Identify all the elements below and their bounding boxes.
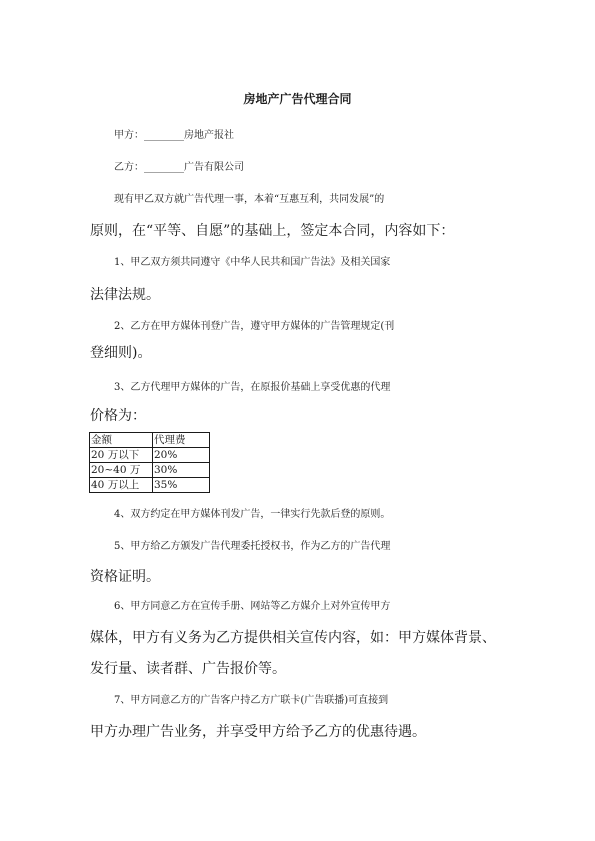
table-cell-amount: 20~40 万 [90,463,153,478]
table-row [90,463,210,478]
clause-1-line-2: 法律法规。 [90,287,160,303]
table-row [90,448,210,463]
party-b-label: 乙方： [114,162,144,173]
party-a-line [114,126,544,146]
clause-3-line-2: 价格为： [90,408,146,424]
rate-table-header-row [90,433,210,448]
clause-7-line-1: 7、甲方同意乙方的广告客户持乙方广联卡(广告联播)可直接到 [114,695,389,706]
clause-7-line-2: 甲方办理广告业务，并享受甲方给予乙方的优惠待遇。 [90,724,426,740]
party-b-line [114,158,544,178]
clause-3-line-1: 3、乙方代理甲方媒体的广告，在原报价基础上享受优惠的代理 [114,382,391,393]
clause-6-line-2: 媒体，甲方有义务为乙方提供相关宣传内容，如：甲方媒体背景、 [90,630,496,646]
party-b-name: 广告有限公司 [184,162,244,173]
clause-6-line-1: 6、甲方同意乙方在宣传手册、网站等乙方媒介上对外宣传甲方 [114,601,391,612]
table-cell-fee: 35% [153,478,210,493]
party-a-blank: ________ [144,130,184,141]
intro-line-2: 原则，在“平等、自愿”的基础上，签定本合同，内容如下： [90,223,455,239]
party-a-name: 房地产报社 [184,130,234,141]
table-header-amount: 金额 [90,433,153,448]
clause-6-line-3: 发行量、读者群、广告报价等。 [90,661,286,677]
document-title: 房地产广告代理合同 [243,92,352,106]
clause-2-line-2: 登细则)。 [90,345,152,361]
table-header-fee: 代理费 [153,433,210,448]
intro-line-1: 现有甲乙双方就广告代理一事，本着“互惠互利，共同发展”的 [114,194,385,205]
party-b-blank: ________ [144,162,184,173]
clause-5-line-2: 资格证明。 [90,569,160,585]
table-cell-amount: 20 万以下 [90,448,153,463]
clause-5-line-1: 5、甲方给乙方颁发广告代理委托授权书，作为乙方的广告代理 [114,541,391,552]
table-row [90,478,210,493]
table-cell-fee: 30% [153,463,210,478]
clause-4-line-1: 4、双方约定在甲方媒体刊发广告，一律实行先款后登的原则。 [114,509,391,520]
clause-2-line-1: 2、乙方在甲方媒体刊登广告，遵守甲方媒体的广告管理规定(刊 [114,321,395,332]
rate-table [89,432,210,493]
table-cell-fee: 20% [153,448,210,463]
clause-1-line-1: 1、甲乙双方须共同遵守《中华人民共和国广告法》及相关国家 [114,257,391,268]
party-a-label: 甲方： [114,130,144,141]
table-cell-amount: 40 万以上 [90,478,153,493]
